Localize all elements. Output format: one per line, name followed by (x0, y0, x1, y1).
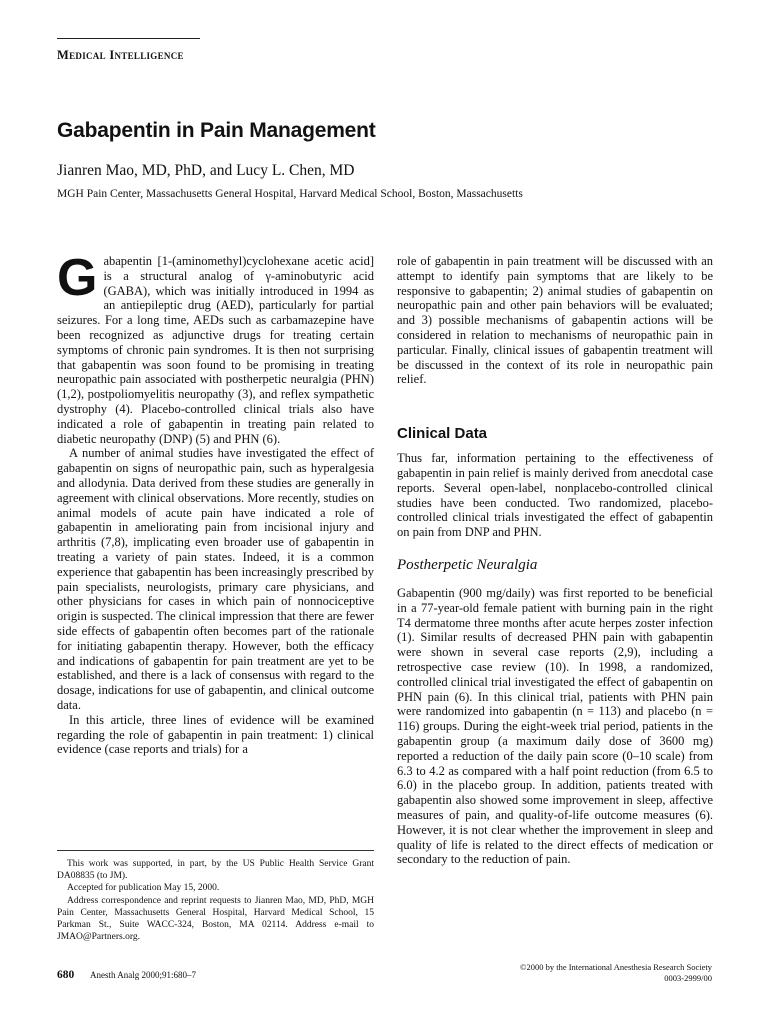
article-authors: Jianren Mao, MD, PhD, and Lucy L. Chen, MD (57, 162, 355, 179)
article-affiliation: MGH Pain Center, Massachusetts General Hospital, Harvard Medical School, Boston, Massachusetts (57, 188, 523, 200)
paragraph-overview-cont: role of gabapentin in pain treatment will be discussed with an attempt to identify pain symptoms that are likely to be responsive to gabapentin; 2) animal studies of gabapentin on neuropathic pain and other pain behaviors will be evaluated; and 3) possible mechanisms of gabapentin actions will be considered in relation to mechanisms of neuropathic pain in particular. Finally, clinical issues of gabapentin treatment will be discussed in the context of its role in neuropathic pain relief. (397, 254, 713, 387)
intro-text: abapentin [1-(aminomethyl)cyclohexane acetic acid] is a structural analog of γ-aminobutyric acid (GABA), which was initially introduced in 1994 as an antiepileptic drug (AED), particularly for partial seizures. For a long time, AEDs such as carbamazepine have been recognized as adjunctive drugs for treating certain symptoms of chronic pain syndromes. It is then not surprising that gabapentin was soon found to be promising in treating neuropathic pain associated with postherpetic neuralgia (PHN) (1,2), postpoliomyelitis neuropathy (3), and reflex sympathetic dystrophy (4). Placebo-controlled clinical trials also have indicated a role of gabapentin in treating pain related to diabetic neuropathy (DNP) (5) and PHN (6). (57, 254, 374, 446)
footnote-correspondence: Address correspondence and reprint requests to Jianren Mao, MD, PhD, MGH Pain Center, Massachusetts General Hospital, Harvard Medical School, 15 Parkman St., Suite WACC-324, Boston, MA 02114. Address e-mail to JMAO@Partners.org. (57, 895, 374, 943)
section-label: Medical Intelligence (57, 48, 184, 62)
right-column (397, 254, 713, 867)
page-number: 680 (57, 969, 75, 981)
copyright-block (520, 962, 712, 983)
issn-text: 0003-2999/00 (664, 972, 712, 983)
paragraph-clinical-data: Thus far, information pertaining to the effectiveness of gabapentin in pain relief is mainly derived from anecdotal case reports. Several open-label, nonplacebo-controlled clinical studies have been conducted. Two randomized, placebo-controlled clinical trials investigated the effect of gabapentin on pain from DNP and PHN. (397, 451, 713, 540)
footnote-rule (57, 850, 374, 851)
footnote-support: This work was supported, in part, by the US Public Health Service Grant DA08835 (to JM). (57, 859, 374, 882)
left-column (57, 249, 374, 757)
footnotes (57, 858, 374, 943)
copyright-text: ©2000 by the International Anesthesia Research Society (520, 962, 712, 972)
intro-paragraph (57, 249, 374, 446)
journal-citation: Anesth Analg 2000;91:680–7 (90, 970, 196, 980)
section-heading-clinical-data: Clinical Data (397, 425, 488, 443)
paragraph-animal-studies: A number of animal studies have investigated the effect of gabapentin on signs of neuropathic pain, such as hyperalgesia and allodynia. Data derived from these studies are generally in agreement with clinical observations. More recently, studies on animal models of acute pain have indicated a role of gabapentin in ameliorating pain from incisional injury and arthritis (7,8), implicating even broader use of gabapentin in treating a variety of pain states. Indeed, it is a common experience that gabapentin has been increasingly prescribed by pain specialists, neurologists, primary care physicians, and other physicians for cases in which pain of nonnociceptive origin is suspected. The clinical impression that there are fewer side effects of gabapentin often becomes part of the rationale for initiating gabapentin therapy. However, both the efficacy and indications of gabapentin for pain treatment are yet to be established, and there is a lack of consensus with regard to the dosage, indications for use of gabapentin, and clinical outcome data. (57, 446, 374, 712)
footnote-accepted: Accepted for publication May 15, 2000. (67, 883, 220, 894)
paragraph-phn: Gabapentin (900 mg/daily) was first reported to be beneficial in a 77-year-old female patient with burning pain in the right T4 dermatome three months after acute herpes zoster infection (1). Similar results of decreased PHN pain with gabapentin were shown in several case reports (2,9), including a retrospective case review (10). In 1998, a randomized, controlled clinical trial investigated the effect of gabapentin on PHN pain (6). In this clinical trial, patients with PHN pain were randomized into gabapentin (n = 113) and placebo (n = 116) groups. During the eight-week trial period, patients in the gabapentin group (a maximum daily dose of 3600 mg) reported a reduction of the daily pain score (0–10 scale) from 6.3 to 4.2 as compared with a half point reduction (from 6.5 to 6.0) in the placebo group. In addition, patients treated with gabapentin also showed some improvement in sleep, affective measures of pain, and quality-of-life outcome measures (6). However, it is not clear whether the improvement in sleep and quality of life is related to the direct effects of medication or secondary to the reduction of pain. (397, 585, 713, 867)
header-rule (57, 38, 200, 39)
subsection-heading-phn: Postherpetic Neuralgia (397, 556, 538, 573)
article-title: Gabapentin in Pain Management (57, 119, 376, 142)
drop-cap: G (57, 249, 98, 307)
paragraph-overview: In this article, three lines of evidence will be examined regarding the role of gabapentin in pain treatment: 1) clinical evidence (case reports and trials) for a (57, 712, 374, 757)
